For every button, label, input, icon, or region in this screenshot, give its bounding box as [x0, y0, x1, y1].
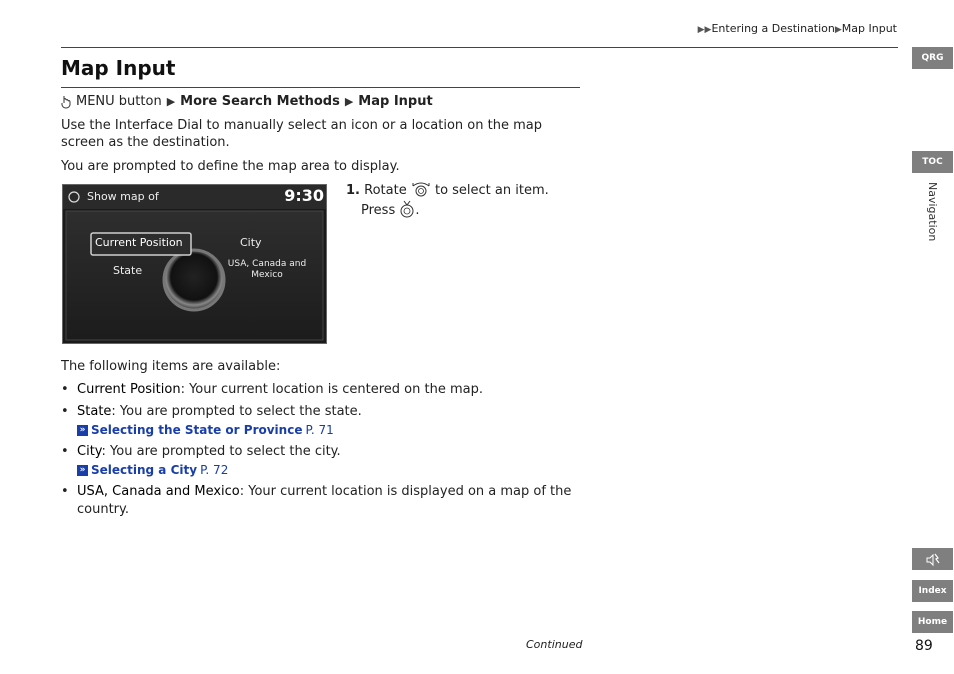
item-list [61, 381, 581, 523]
item-term: State [77, 404, 112, 419]
link-arrow-icon: » [77, 425, 88, 436]
hand-press-icon [61, 95, 71, 109]
continued-label: Continued [526, 638, 583, 651]
link-text[interactable]: Selecting the State or Province [91, 423, 303, 437]
menu-path-item: Map Input [358, 94, 433, 109]
voice-command-icon [925, 551, 941, 567]
section-label: Navigation [926, 182, 939, 242]
link-text[interactable]: Selecting a City [91, 463, 198, 477]
list-item [61, 443, 581, 479]
step-text: Press [361, 203, 396, 218]
header-rule [61, 47, 898, 48]
path-arrow-icon: ▶ [166, 95, 176, 108]
link-page[interactable]: P. 72 [200, 463, 229, 477]
screen-clock: 9:30 [284, 186, 324, 205]
breadcrumb [698, 22, 897, 35]
cross-reference-link[interactable] [77, 461, 581, 479]
link-arrow-icon: » [77, 465, 88, 476]
item-term: Current Position [77, 382, 181, 397]
item-description: : You are prompted to select the city. [101, 444, 341, 459]
index-tab[interactable]: Index [912, 580, 953, 602]
available-intro: The following items are available: [61, 359, 281, 374]
item-description: : You are prompted to select the state. [111, 404, 362, 419]
list-item [61, 381, 581, 399]
navigation-screen-image [62, 184, 327, 344]
breadcrumb-item[interactable]: Map Input [841, 22, 897, 35]
step-instruction: 1. Rotate to select an item. Press . [346, 183, 549, 218]
screen-option-current-position: Current Position [95, 236, 183, 249]
list-item [61, 483, 581, 519]
intro-paragraph: You are prompted to define the map area to display. [61, 159, 400, 174]
dial-rotate-icon [411, 181, 431, 197]
screen-option-state: State [113, 264, 143, 277]
item-term: City [77, 444, 102, 459]
cross-reference-link[interactable] [77, 421, 581, 439]
item-description: : Your current location is displayed on a map of the country. [77, 484, 572, 517]
link-page[interactable]: P. 71 [305, 423, 334, 437]
home-tab[interactable]: Home [912, 611, 953, 633]
menu-path-item: More Search Methods [180, 94, 340, 109]
list-item [61, 403, 581, 439]
item-description: : Your current location is centered on the map. [180, 382, 483, 397]
item-term: USA, Canada and Mexico [77, 484, 240, 499]
breadcrumb-item[interactable]: Entering a Destination [711, 22, 835, 35]
intro-paragraph: Use the Interface Dial to manually select an icon or a location on the map screen as the destination. [61, 118, 542, 150]
screen-option-city: City [240, 236, 262, 249]
path-arrow-icon: ▶ [344, 95, 354, 108]
menu-path-lead: MENU button [76, 94, 162, 109]
page-number: 89 [915, 638, 933, 654]
step-text: to select an item. [434, 183, 549, 198]
step-number: 1. [346, 183, 360, 198]
breadcrumb-arrow-icon: ▶▶ [697, 25, 712, 35]
breadcrumb-arrow-icon: ▶ [834, 25, 842, 35]
title-rule [61, 87, 580, 88]
screen-header: Show map of [87, 190, 159, 203]
voice-command-tab[interactable] [912, 548, 953, 570]
menu-path [61, 94, 433, 109]
page-title: Map Input [61, 56, 176, 80]
toc-tab[interactable]: TOC [912, 151, 953, 173]
dial-press-icon [399, 200, 415, 218]
step-text: Rotate [364, 183, 407, 198]
qrg-tab[interactable]: QRG [912, 47, 953, 69]
screen-option-usa-canada-mexico: USA, Canada and Mexico [227, 259, 307, 280]
